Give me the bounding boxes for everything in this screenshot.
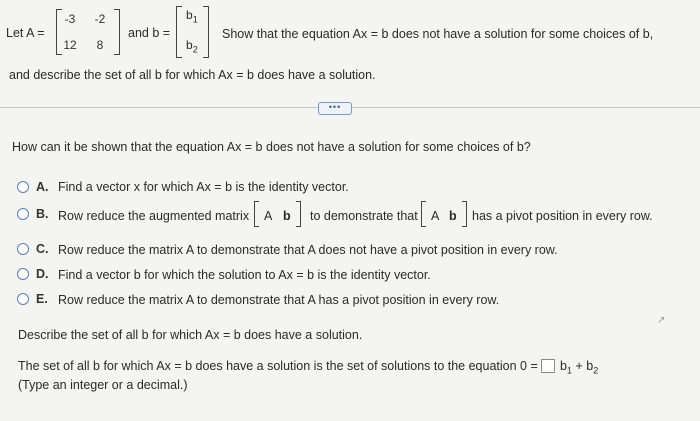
answer-sub2: 2 — [593, 365, 599, 376]
option-e-text: Row reduce the matrix A to demonstrate that A has a pivot position in every row. — [58, 293, 500, 307]
a21: 12 — [63, 38, 77, 52]
b1-base: b — [186, 8, 193, 22]
option-e-radio[interactable] — [17, 293, 29, 305]
option-d-text: Find a vector b for which the solution to Ax = b is the identity vector. — [58, 268, 431, 282]
option-b-radio[interactable] — [17, 208, 29, 220]
option-a-radio[interactable] — [17, 181, 29, 193]
option-b-letter: B. — [36, 207, 49, 221]
a11: -3 — [64, 12, 76, 26]
a22: 8 — [96, 38, 104, 52]
problem-statement-2: and describe the set of all b for which Ax = b does have a solution. — [9, 68, 376, 82]
b1-sub: 1 — [192, 14, 198, 25]
question-1: How can it be shown that the equation Ax = b does not have a solution for some choices of b? — [12, 140, 531, 154]
option-c-radio[interactable] — [17, 243, 29, 255]
cursor-arrow-icon: ↗ — [657, 315, 666, 326]
option-a-text: Find a vector x for which Ax = b is the identity vector. — [58, 180, 349, 194]
aug2-b: b — [449, 209, 457, 223]
option-d-letter: D. — [36, 267, 49, 281]
aug1-b: b — [283, 209, 291, 223]
option-c-text: Row reduce the matrix A to demonstrate that A does not have a pivot position in every row. — [58, 243, 558, 257]
b2-sub: 2 — [192, 44, 198, 55]
option-b-mid: to demonstrate that — [310, 209, 418, 223]
more-options-button[interactable]: ••• — [318, 102, 352, 115]
question-2: Describe the set of all b for which Ax = b does have a solution. — [18, 328, 363, 342]
option-b-post: has a pivot position in every row. — [472, 209, 653, 223]
option-b-pre: Row reduce the augmented matrix — [58, 209, 250, 223]
answer-text: The set of all b for which Ax = b does have a solution is the set of solutions to the equation 0 = — [18, 359, 538, 373]
answer-input-box[interactable] — [541, 359, 555, 373]
b2-base: b — [186, 38, 193, 52]
option-a-letter: A. — [36, 180, 49, 194]
problem-statement: Show that the equation Ax = b does not have a solution for some choices of b, — [222, 27, 654, 41]
aug2-a: A — [431, 209, 440, 223]
answer-b1: b — [560, 359, 567, 373]
option-c-letter: C. — [36, 242, 49, 256]
answer-sub1: 1 — [566, 365, 572, 376]
a12: -2 — [94, 12, 106, 26]
and-b-label: and b = — [128, 26, 171, 40]
answer-hint: (Type an integer or a decimal.) — [18, 378, 188, 392]
let-label: Let A = — [6, 26, 45, 40]
option-e-letter: E. — [36, 292, 48, 306]
aug1-a: A — [264, 209, 273, 223]
option-d-radio[interactable] — [17, 268, 29, 280]
answer-plus-b: + b — [575, 359, 594, 373]
